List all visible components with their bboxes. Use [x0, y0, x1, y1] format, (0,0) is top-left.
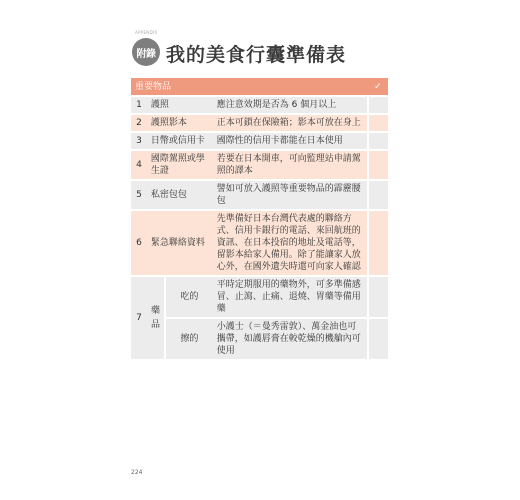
row-note: 國際性的信用卡都能在日本使用 — [213, 132, 368, 150]
row-note: 小護士（＝曼秀雷敦）、萬金油也可攜帶，如護唇膏在較乾燥的機艙內可使用 — [213, 318, 368, 360]
page-header — [132, 30, 392, 72]
row-item: 緊急聯絡資料 — [147, 210, 213, 276]
table-row — [131, 180, 388, 210]
column-header-items: 重要物品 — [131, 78, 368, 96]
row-number: 7 — [131, 276, 147, 360]
packing-checklist-table — [131, 78, 388, 361]
row-checkbox[interactable] — [368, 96, 388, 114]
sub-item-oral: 吃的 — [165, 276, 213, 318]
row-note: 譬如可放入護照等重要物品的霹靂腰包 — [213, 180, 368, 210]
row-checkbox[interactable] — [368, 180, 388, 210]
row-number: 2 — [131, 114, 147, 132]
table-row — [131, 96, 388, 114]
row-number: 3 — [131, 132, 147, 150]
table-row-medicine-oral — [131, 276, 388, 318]
row-note: 先準備好日本台灣代表處的聯絡方式、信用卡銀行的電話、來回航班的資訊、在日本投宿的地址及電話等，留影本給家人備用。除了能讓家人放心外，在國外遺失時還可向家人確認 — [213, 210, 368, 276]
row-note: 若要在日本開車，可向監理站申請駕照的譯本 — [213, 150, 368, 180]
appendix-badge: 附錄 — [132, 38, 160, 66]
row-note: 正本可鎖在保險箱；影本可放在身上 — [213, 114, 368, 132]
table-row — [131, 114, 388, 132]
row-checkbox[interactable] — [368, 318, 388, 360]
sub-item-topical: 擦的 — [165, 318, 213, 360]
page-title: 我的美食行囊準備表 — [166, 44, 347, 66]
row-checkbox[interactable] — [368, 276, 388, 318]
row-item: 國際駕照或學生證 — [147, 150, 213, 180]
row-item: 護照 — [147, 96, 213, 114]
row-item-medicine: 藥 品 — [147, 276, 165, 360]
row-item: 私密包包 — [147, 180, 213, 210]
table-header-row — [131, 78, 388, 96]
row-checkbox[interactable] — [368, 114, 388, 132]
row-number: 1 — [131, 96, 147, 114]
row-note: 平時定期服用的藥物外，可多準備感冒、止瀉、止痛、退燒、胃藥等備用藥 — [213, 276, 368, 318]
row-item: 日幣或信用卡 — [147, 132, 213, 150]
table-row — [131, 132, 388, 150]
row-number: 5 — [131, 180, 147, 210]
table-row — [131, 150, 388, 180]
row-checkbox[interactable] — [368, 150, 388, 180]
page-number: 224 — [131, 469, 143, 476]
table-row-medicine-topical — [131, 318, 388, 360]
appendix-caption: APPENDIX — [135, 30, 158, 35]
table-row — [131, 210, 388, 276]
row-number: 6 — [131, 210, 147, 276]
row-number: 4 — [131, 150, 147, 180]
row-checkbox[interactable] — [368, 210, 388, 276]
row-item: 護照影本 — [147, 114, 213, 132]
row-checkbox[interactable] — [368, 132, 388, 150]
check-mark-icon: ✓ — [368, 78, 388, 96]
row-note: 應注意效期是否為 6 個月以上 — [213, 96, 368, 114]
